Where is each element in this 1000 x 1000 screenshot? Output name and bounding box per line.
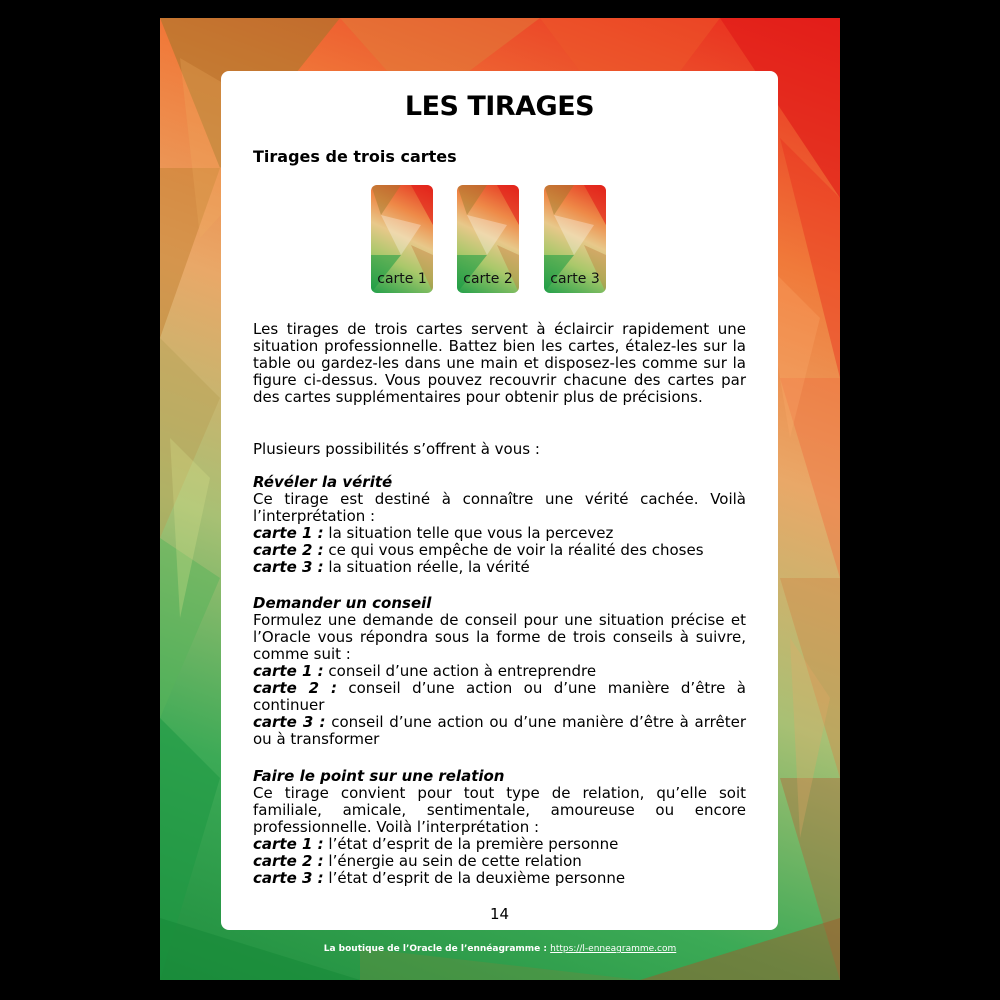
- page-card: [221, 71, 778, 930]
- item-text: la situation telle que vous la percevez: [328, 524, 614, 542]
- item-label: carte 3 :: [253, 869, 324, 887]
- section-item: [253, 714, 746, 748]
- item-label: carte 1 :: [253, 524, 324, 542]
- section-title: Demander un conseil: [253, 594, 432, 612]
- item-label: carte 1 :: [253, 662, 324, 680]
- card-image-2: [457, 185, 519, 293]
- section-item: [253, 559, 746, 576]
- section-description: Formulez une demande de conseil pour une situation précise et l’Oracle vous répondra sous la forme de trois conseils à suivre, comme suit :: [253, 611, 746, 663]
- item-label: carte 2 :: [253, 541, 324, 559]
- item-text: la situation réelle, la vérité: [328, 558, 530, 576]
- footer-text: La boutique de l’Oracle de l’ennéagramme :: [323, 944, 551, 954]
- card-label: carte 2: [463, 271, 513, 287]
- item-text: conseil d’une action ou d’une manière d’être à continuer: [253, 679, 746, 714]
- possibilities-line: Plusieurs possibilités s’offrent à vous :: [253, 440, 540, 458]
- card-label: carte 3: [550, 271, 600, 287]
- item-label: carte 3 :: [253, 558, 324, 576]
- section-item: [253, 663, 746, 680]
- card-image-3: [544, 185, 606, 293]
- section-item: [253, 680, 746, 714]
- item-text: conseil d’une action à entreprendre: [328, 662, 597, 680]
- card-image-1: [371, 185, 433, 293]
- section-title: Révéler la vérité: [253, 473, 393, 491]
- section-item: [253, 870, 746, 887]
- item-label: carte 1 :: [253, 835, 324, 853]
- item-text: ce qui vous empêche de voir la réalité des choses: [328, 541, 704, 559]
- section-item: [253, 525, 746, 542]
- item-text: l’état d’esprit de la première personne: [328, 835, 619, 853]
- footer-link[interactable]: https://l-enneagramme.com: [550, 944, 677, 954]
- item-label: carte 2 :: [253, 852, 324, 870]
- section-title: Faire le point sur une relation: [253, 767, 505, 785]
- item-text: l’énergie au sein de cette relation: [328, 852, 582, 870]
- item-label: carte 2 :: [253, 679, 337, 697]
- item-text: conseil d’une action ou d’une manière d’être à arrêter ou à transformer: [253, 713, 746, 748]
- intro-paragraph: Les tirages de trois cartes servent à éclaircir rapidement une situation professionnelle. Battez bien les cartes, étalez-les sur la table ou gardez-les dans une main et disposez-les comme sur la figure ci-dessus. Vous pouvez recouvrir chacune des cartes par des cartes supplémentaires pour obtenir plus de précisions.: [253, 320, 746, 406]
- section-ask-advice: [253, 595, 746, 748]
- section-relationship: [253, 768, 746, 887]
- section-item: [253, 542, 746, 559]
- subtitle: Tirages de trois cartes: [253, 147, 457, 166]
- item-label: carte 3 :: [253, 713, 326, 731]
- section-item: [253, 836, 746, 853]
- section-item: [253, 853, 746, 870]
- page-title: LES TIRAGES: [404, 91, 595, 122]
- section-description: Ce tirage est destiné à connaître une vérité cachée. Voilà l’interprétation :: [253, 490, 746, 525]
- item-text: l’état d’esprit de la deuxième personne: [328, 869, 626, 887]
- card-label: carte 1: [377, 271, 427, 287]
- page-number: 14: [489, 905, 510, 923]
- section-description: Ce tirage convient pour tout type de relation, qu’elle soit familiale, amicale, sentimentale, amoureuse ou encore professionnelle. Voilà l’interprétation :: [253, 784, 746, 836]
- section-reveal-truth: [253, 474, 746, 576]
- footer: [160, 944, 840, 954]
